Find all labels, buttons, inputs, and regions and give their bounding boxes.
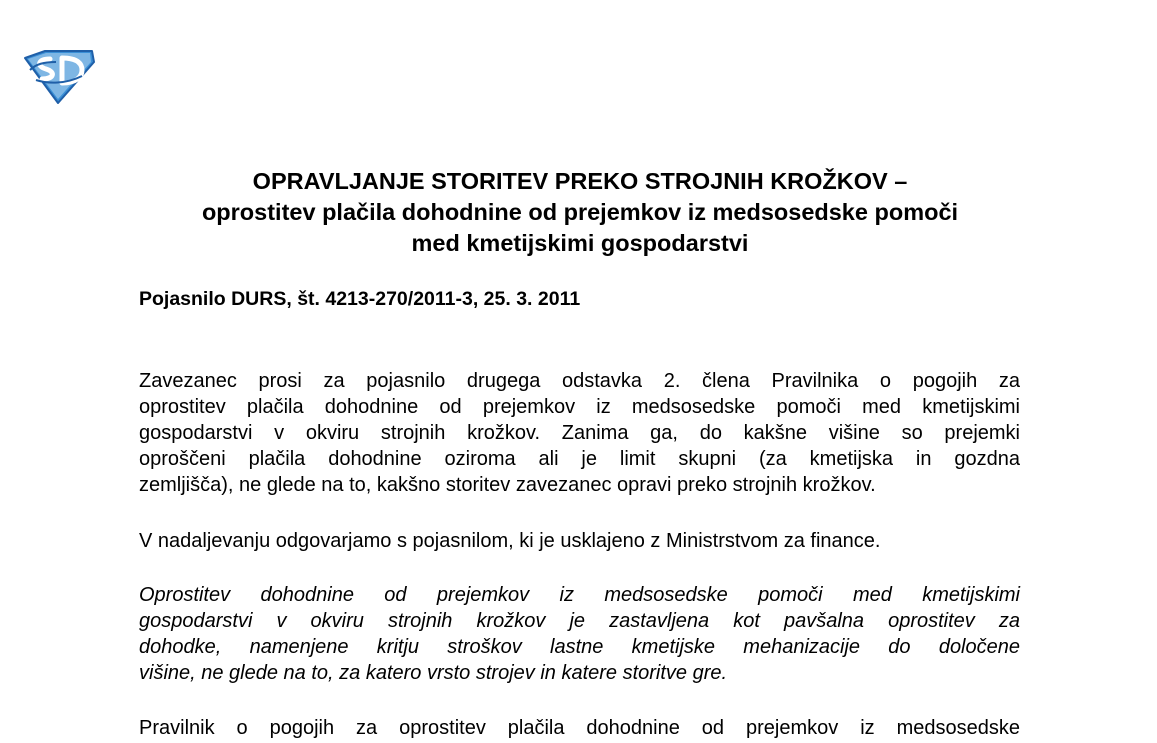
paragraph-question (139, 368, 1020, 498)
paragraph-line: višine, ne glede na to, za katero vrsto strojev in katere storitve gre. (139, 662, 728, 684)
paragraph-line: V nadaljevanju odgovarjamo s pojasnilom, ki je usklajeno z Ministrstvom za finance. (139, 530, 881, 552)
title-line: oprostitev plačila dohodnine od prejemkov iz medsosedske pomoči (201, 199, 959, 225)
logo-icon (22, 50, 96, 104)
paragraph-line: gospodarstvi v okviru strojnih krožkov. Zanima ga, do kakšne višine so prejemki (139, 422, 1020, 444)
title-line: OPRAVLJANJE STORITEV PREKO STROJNIH KROŽKOV – (252, 168, 908, 194)
title-line: med kmetijskimi gospodarstvi (411, 230, 749, 256)
paragraph-line: Zavezanec prosi za pojasnilo drugega odstavka 2. člena Pravilnika o pogojih za (139, 370, 1020, 392)
paragraph-line: Pravilnik o pogojih za oprostitev plačila dohodnine od prejemkov iz medsosedske (139, 717, 1020, 739)
paragraph-line: oproščeni plačila dohodnine oziroma ali je limit skupni (za kmetijska in gozdna (139, 448, 1020, 470)
paragraph-regulation (139, 715, 1020, 741)
paragraph-line: gospodarstvi v okviru strojnih krožkov je zastavljena kot pavšalna oprostitev za (139, 610, 1020, 632)
paragraph-intro (139, 528, 1020, 554)
paragraph-answer-italic (139, 582, 1020, 686)
reference-line: Pojasnilo DURS, št. 4213-270/2011-3, 25. 3. 2011 (139, 288, 581, 310)
paragraph-line: dohodke, namenjene kritju stroškov lastne kmetijske mehanizacije do določene (139, 636, 1020, 658)
paragraph-line: oprostitev plačila dohodnine od prejemkov iz medsosedske pomoči med kmetijskimi (139, 396, 1020, 418)
document-title (140, 166, 1020, 259)
paragraph-line: zemljišča), ne glede na to, kakšno storitev zavezanec opravi preko strojnih krožkov. (139, 474, 876, 496)
paragraph-line: Oprostitev dohodnine od prejemkov iz medsosedske pomoči med kmetijskimi (139, 584, 1020, 606)
